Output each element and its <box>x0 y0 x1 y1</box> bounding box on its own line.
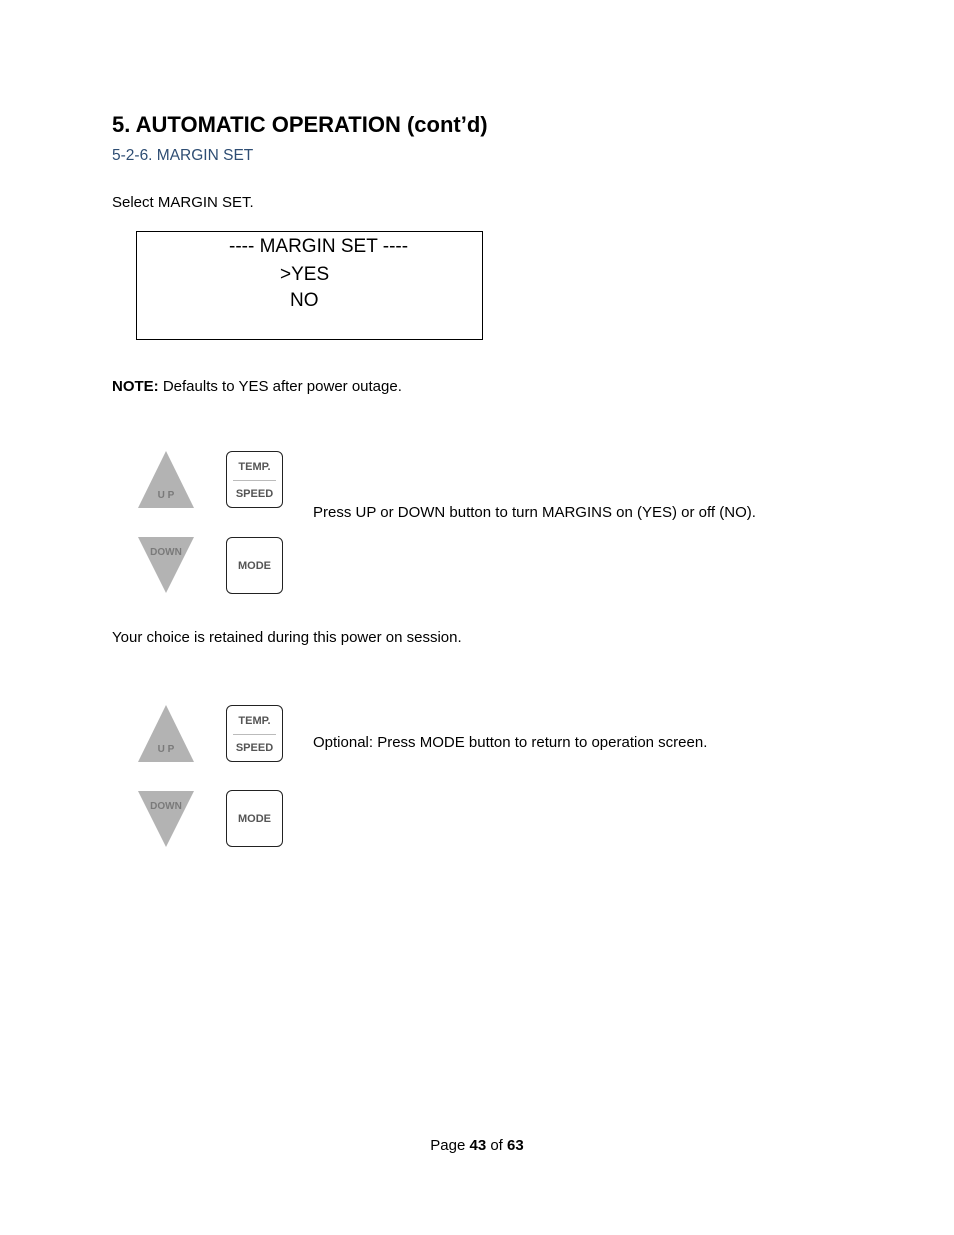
lcd-display <box>136 231 483 340</box>
intro-text: Select MARGIN SET. <box>112 194 254 211</box>
subsection-heading: 5-2-6. MARGIN SET <box>112 147 254 164</box>
up-label: U P <box>157 490 175 501</box>
down-button[interactable] <box>138 536 194 594</box>
mode-label: MODE <box>238 560 271 572</box>
button-divider <box>233 734 276 735</box>
lcd-line-no: NO <box>290 290 319 311</box>
mode-label: MODE <box>238 813 271 825</box>
retain-text: Your choice is retained during this power on session. <box>112 629 462 646</box>
step2-text: Optional: Press MODE button to return to operation screen. <box>313 734 708 751</box>
down-button[interactable] <box>138 790 194 848</box>
temp-speed-button[interactable] <box>226 451 283 508</box>
down-label: DOWN <box>150 547 182 558</box>
step1-text: Press UP or DOWN button to turn MARGINS on (YES) or off (NO). <box>313 504 756 521</box>
note-body: Defaults to YES after power outage. <box>158 378 402 395</box>
down-label: DOWN <box>150 801 182 812</box>
note-label: NOTE: <box>112 378 159 395</box>
down-arrow-icon <box>138 790 194 848</box>
footer-middle: of <box>486 1137 508 1154</box>
speed-label: SPEED <box>235 488 274 500</box>
temp-speed-button[interactable] <box>226 705 283 762</box>
temp-label: TEMP. <box>238 715 271 727</box>
note-text <box>112 378 402 395</box>
lcd-line-yes: >YES <box>280 264 330 285</box>
up-label: U P <box>157 744 175 755</box>
up-arrow-icon <box>138 451 194 509</box>
mode-button[interactable] <box>226 790 283 847</box>
button-divider <box>233 480 276 481</box>
current-page: 43 <box>469 1137 487 1154</box>
temp-label: TEMP. <box>238 461 271 473</box>
page-footer <box>0 1137 954 1154</box>
mode-button[interactable] <box>226 537 283 594</box>
down-arrow-icon <box>138 536 194 594</box>
up-button[interactable] <box>138 705 194 763</box>
total-pages: 63 <box>507 1137 524 1154</box>
lcd-line-title: ---- MARGIN SET ---- <box>229 236 409 257</box>
up-arrow-icon <box>138 705 194 763</box>
speed-label: SPEED <box>235 742 274 754</box>
section-heading: 5. AUTOMATIC OPERATION (cont’d) <box>112 112 488 137</box>
up-button[interactable] <box>138 451 194 509</box>
footer-prefix: Page <box>430 1137 470 1154</box>
